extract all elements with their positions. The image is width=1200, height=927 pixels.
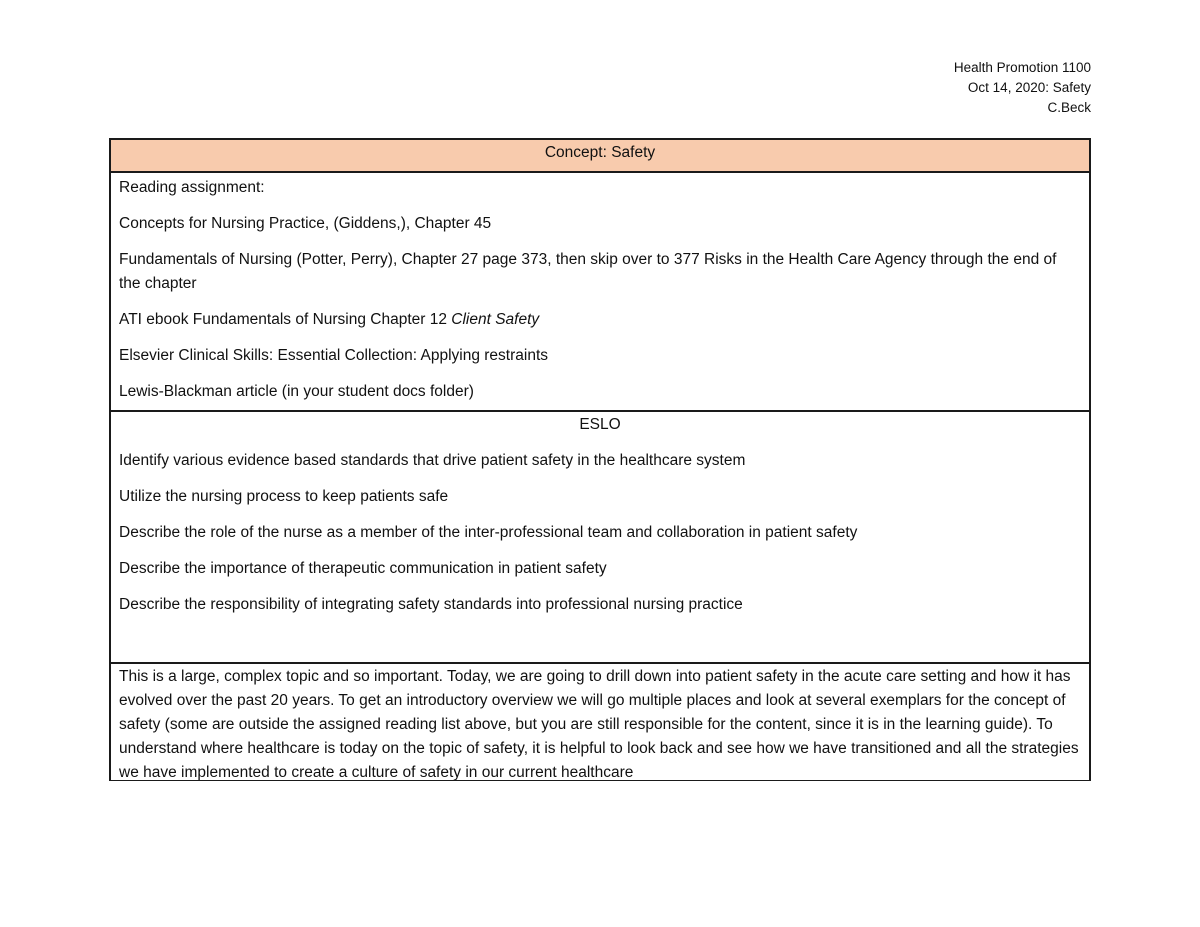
reading-item: Fundamentals of Nursing (Potter, Perry), Chapter 27 page 373, then skip over to 377 Risks in the Health Care Agency through the end of the chapter [119,251,1057,292]
reading-item: Concepts for Nursing Practice, (Giddens,), Chapter 45 [119,215,492,232]
reading-item-ati [119,308,1081,332]
eslo-item: Describe the role of the nurse as a member of the inter-professional team and collaboration in patient safety [119,524,858,541]
eslo-item: Describe the responsibility of integrating safety standards into professional nursing practice [119,596,743,613]
author: C.Beck [1047,100,1091,115]
course-name: Health Promotion 1100 [953,60,1091,75]
reading-item-text: ATI ebook Fundamentals of Nursing Chapter 12 [119,311,452,328]
reading-item: Lewis-Blackman article (in your student docs folder) [119,383,474,400]
intro-section [111,664,1089,780]
document-header [954,58,1091,118]
eslo-item: Identify various evidence based standards that drive patient safety in the healthcare system [119,452,746,469]
reading-assignment-section [111,173,1089,412]
intro-paragraph: This is a large, complex topic and so important. Today, we are going to drill down into patient safety in the acute care setting and how it has evolved over the past 20 years. To get an introductory overview we will go multiple places and look at several exemplars for the concept of safety (some are outside the assigned reading list above, but you are still responsible for the content, since it is in the learning guide). To understand where healthcare is today on the topic of safety, it is helpful to look back and see how we have transitioned and all the strategies we have implemented to create a culture of safety in our current healthcare [119,668,1079,780]
eslo-section [111,412,1089,664]
eslo-item: Utilize the nursing process to keep patients safe [119,488,449,505]
eslo-item: Describe the importance of therapeutic communication in patient safety [119,560,607,577]
concept-table [109,138,1091,781]
concept-title: Concept: Safety [111,140,1089,173]
reading-item: Elsevier Clinical Skills: Essential Collection: Applying restraints [119,347,549,364]
reading-item-italic: Client Safety [451,311,540,328]
eslo-heading: ESLO [579,416,621,433]
reading-heading: Reading assignment: [119,179,265,196]
date-topic: Oct 14, 2020: Safety [967,80,1091,95]
